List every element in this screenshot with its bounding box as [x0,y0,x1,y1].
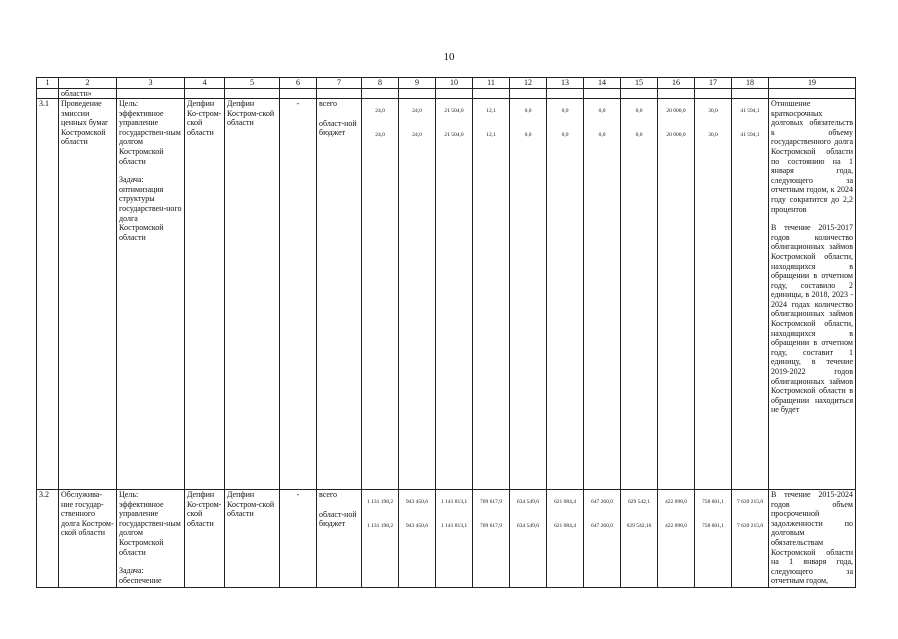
value-total: 629 542,1 [628,499,650,505]
value-total: 0,0 [561,108,569,114]
value-budget: 0,0 [598,132,606,138]
value-cell [399,99,436,490]
value-cell [362,99,399,490]
column-header-cell: 16 [658,78,695,89]
value-total: 21 504,0 [444,108,464,114]
value-budget: 634 549,6 [517,523,539,529]
value-cell [510,490,547,588]
table-row [37,490,856,588]
value-total: 758 601,1 [702,499,724,505]
value-cell [584,99,621,490]
column-header-cell: 5 [225,78,280,89]
source-cell [317,490,362,588]
column-header-cell: 6 [280,78,317,89]
value-budget: 20 000,0 [666,132,686,138]
continuation-row [37,89,856,99]
value-total: 0,0 [598,108,606,114]
value-cell [436,99,473,490]
value-cell [732,490,769,588]
value-total: 0,0 [524,108,532,114]
row-number: 3.1 [37,99,59,490]
executor-cell: Депфин Ко-стром-ской области [185,490,225,588]
value-cell [695,490,732,588]
row-number: 3.2 [37,490,59,588]
column-header-cell: 15 [621,78,658,89]
value-total: 12,1 [486,108,496,114]
result-paragraph: В течение 2015-2017 годов количество облигационных займов Костромской области, находящихся в обращении в отчетном году, составило 2 единицы, в 2018, 2023 - 2024 годах количество облигационных займов Костромской области, находящихся в обращении в отчетном году, составит 1 единицу, в течение 2019-2022 годов облигационных займов Костромской области в обращении находиться не будет [771,223,853,415]
value-cell [732,99,769,490]
program-table [36,77,856,588]
value-budget: 621 084,4 [554,523,576,529]
value-cell [658,490,695,588]
value-total: 7 639 215,0 [736,499,764,505]
expected-result-cell [769,99,856,490]
value-cell [547,99,584,490]
measure-name: Обслужива-ние государ-ственного долга Костром-ской области [59,490,117,588]
header-row [37,78,856,89]
value-budget: 0,0 [635,132,643,138]
result-paragraph: В течение 2015-2024 годов объем просроченной задолженности по долговым обязательствам Костромской области на 1 января года, следующего за отчетным годом, [771,490,853,586]
value-cell [436,490,473,588]
value-budget: 758 601,1 [702,523,724,529]
source-budget-label: област-ной бюджет [319,118,357,138]
value-cell [695,99,732,490]
measure-name: Проведение эмиссии ценных бумаг Костромской области [59,99,117,490]
value-budget: 30,0 [708,132,718,138]
col6-cell: - [280,99,317,490]
value-total: 24,0 [375,108,385,114]
value-budget: 7 639 215,0 [736,523,764,529]
value-budget: 1 131 198,2 [366,523,394,529]
value-cell [473,99,510,490]
value-budget: 647 260,0 [591,523,613,529]
goal-text: Цель: эффективное управление государствен-ным долгом Костромской области [119,490,181,557]
value-total: 20 000,0 [666,108,686,114]
value-total: 1 141 813,1 [440,499,468,505]
column-header-cell: 3 [117,78,185,89]
column-header-cell: 10 [436,78,473,89]
value-cell [621,490,658,588]
value-cell [473,490,510,588]
column-header-cell: 2 [59,78,117,89]
value-cell [362,490,399,588]
goal-task-cell [117,490,185,588]
value-total: 943 450,6 [406,499,428,505]
value-budget: 24,0 [412,132,422,138]
value-budget: 21 504,0 [444,132,464,138]
column-header-cell: 7 [317,78,362,89]
value-cell [399,490,436,588]
value-total: 24,0 [412,108,422,114]
value-budget: 629 542,16 [626,523,652,529]
expected-result-cell [769,490,856,588]
source-total-label: всего [319,99,338,108]
goal-task-cell [117,99,185,490]
page-number: 10 [443,51,455,63]
continuation-text: областн» [59,89,117,99]
value-cell [658,99,695,490]
coexecutor-cell: Депфин Костром-ской области [225,99,280,490]
result-paragraph: Отношение краткосрочных долговых обязательств к объему государственного долга Костромской области по состоянию на 1 января года, следующего за отчетным годом, к 2024 году сократится до 2,2 процентов [771,99,853,214]
value-budget: 41 594,1 [740,132,760,138]
value-cell [621,99,658,490]
executor-cell: Депфин Ко-стром-ской области [185,99,225,490]
value-cell [510,99,547,490]
value-budget: 709 617,9 [480,523,502,529]
source-budget-label: област-ной бюджет [319,509,357,529]
value-budget: 422 098,0 [665,523,687,529]
column-header-cell: 14 [584,78,621,89]
value-budget: 0,0 [561,132,569,138]
column-header-cell: 17 [695,78,732,89]
coexecutor-cell: Депфин Костром-ской области [225,490,280,588]
column-header-cell: 4 [185,78,225,89]
value-budget: 0,0 [524,132,532,138]
goal-text: Цель: эффективное управление государствен-ным долгом Костромской области [119,99,181,166]
source-total-label: всего [319,490,338,499]
column-header-cell: 8 [362,78,399,89]
value-total: 30,0 [708,108,718,114]
value-budget: 943 450,6 [406,523,428,529]
task-text: Задача: обеспечение [119,566,162,585]
source-cell [317,99,362,490]
value-total: 1 131 198,2 [366,499,394,505]
col6-cell: - [280,490,317,588]
value-budget: 12,1 [486,132,496,138]
table-row [37,99,856,490]
column-header-cell: 18 [732,78,769,89]
value-cell [584,490,621,588]
column-header-cell: 19 [769,78,856,89]
value-cell [547,490,584,588]
column-header-cell: 1 [37,78,59,89]
value-total: 0,0 [635,108,643,114]
column-header-cell: 11 [473,78,510,89]
value-budget: 1 141 813,1 [440,523,468,529]
value-total: 621 084,4 [554,499,576,505]
column-header-cell: 12 [510,78,547,89]
value-total: 422 098,0 [665,499,687,505]
value-total: 634 549,6 [517,499,539,505]
task-text: Задача: оптимизация структуры государствен-ного долга Костромской области [119,175,182,242]
column-header-cell: 9 [399,78,436,89]
value-total: 647 260,0 [591,499,613,505]
value-budget: 24,0 [375,132,385,138]
value-total: 41 594,1 [740,108,760,114]
column-header-cell: 13 [547,78,584,89]
value-total: 709 617,9 [480,499,502,505]
